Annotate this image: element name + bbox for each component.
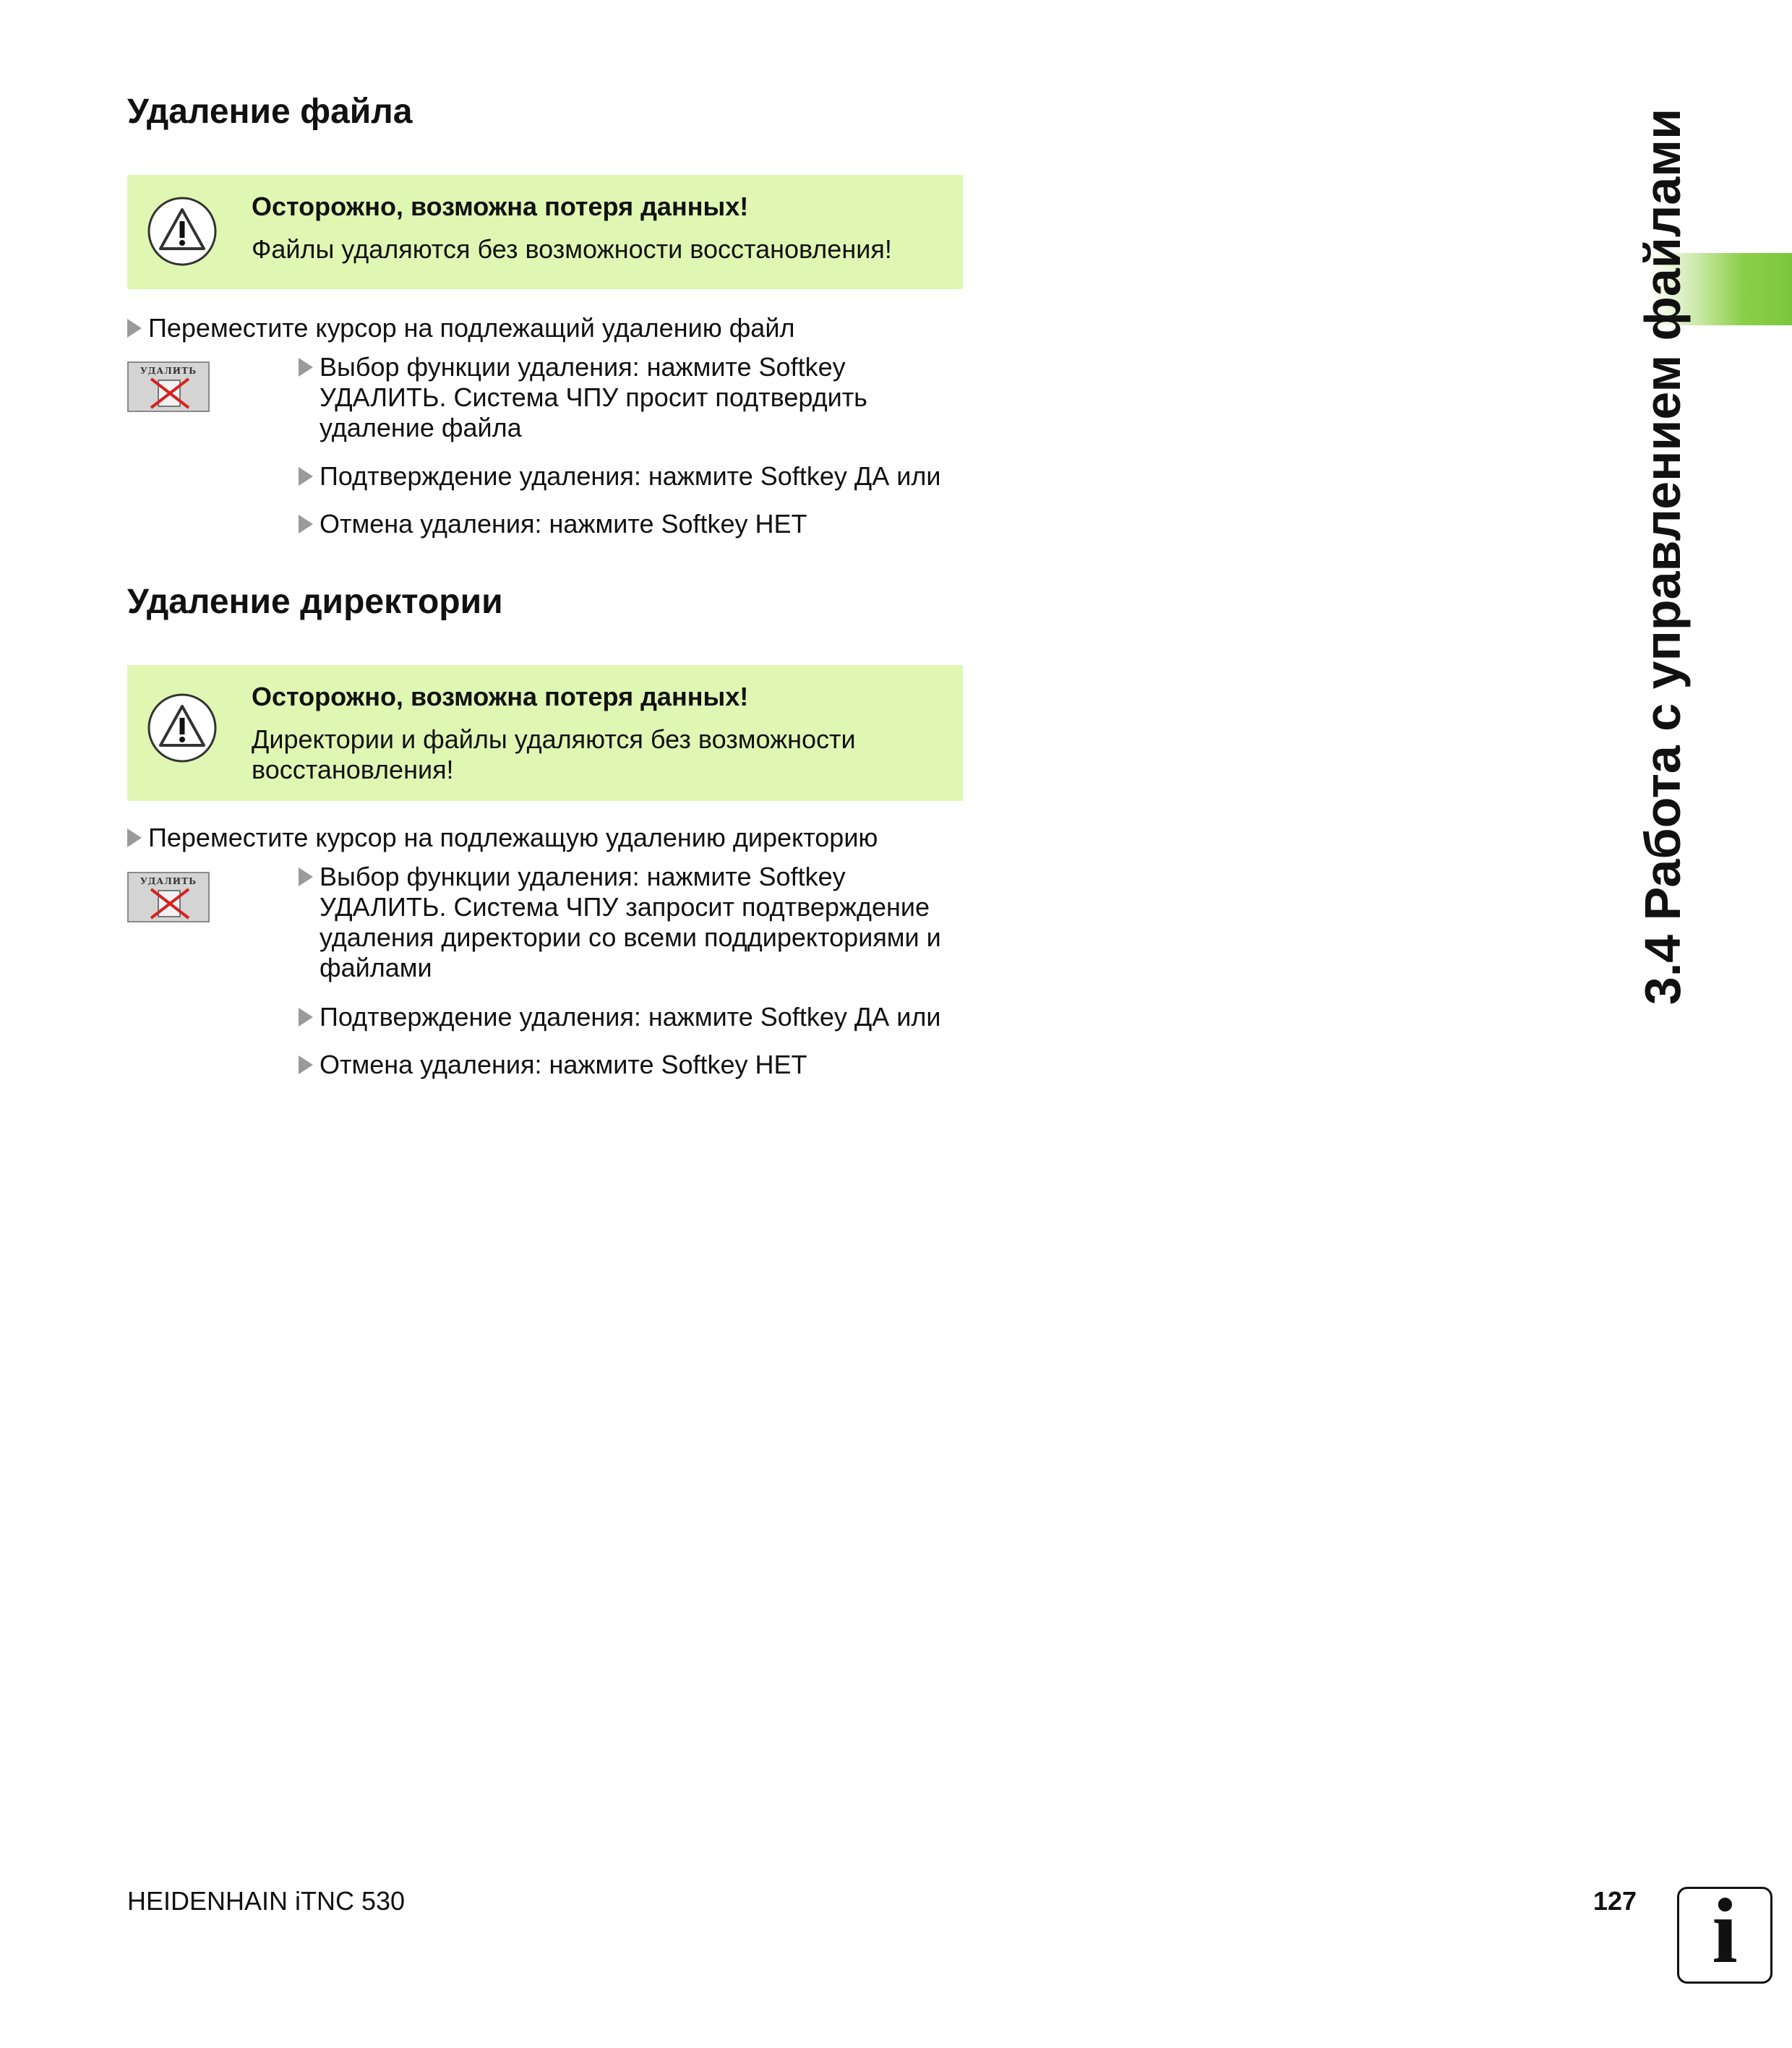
step-confirm-delete-directory: Подтверждение удаления: нажмите Softkey ДА или bbox=[299, 1002, 978, 1032]
bullet-triangle-icon bbox=[299, 1008, 313, 1027]
bullet-triangle-icon bbox=[299, 867, 313, 886]
bullet-triangle-icon bbox=[299, 467, 313, 486]
delete-softkey-icon bbox=[148, 886, 192, 920]
bullet-triangle-icon bbox=[127, 828, 142, 847]
delete-softkey[interactable] bbox=[127, 361, 210, 412]
step-cancel-delete-directory: Отмена удаления: нажмите Softkey НЕТ bbox=[299, 1050, 964, 1080]
footer-product-name: HEIDENHAIN iTNC 530 bbox=[127, 1886, 406, 1916]
bullet-triangle-icon bbox=[127, 319, 142, 338]
info-icon bbox=[1677, 1880, 1772, 1984]
step-select-delete-directory: Выбор функции удаления: нажмите Softkey УДАЛИТЬ. Система ЧПУ запросит подтверждение удаления директории со всеми поддиректориями и файлами bbox=[299, 862, 978, 983]
delete-softkey-icon bbox=[148, 376, 192, 409]
warning-text: Директории и файлы удаляются без возможности восстановления! bbox=[252, 724, 856, 784]
softkey-label: УДАЛИТЬ bbox=[140, 876, 197, 886]
warning-text: Файлы удаляются без возможности восстановления! bbox=[252, 234, 892, 264]
section-title-delete-directory: Удаление директории bbox=[127, 583, 503, 621]
warning-title: Осторожно, возможна потеря данных! bbox=[252, 682, 749, 711]
bullet-triangle-icon bbox=[299, 1055, 313, 1074]
delete-softkey[interactable] bbox=[127, 872, 210, 922]
chapter-side-title: 3.4 Работа с управлением файлами bbox=[1634, 108, 1691, 1006]
step-cancel-delete-file: Отмена удаления: нажмите Softkey НЕТ bbox=[299, 509, 964, 539]
step-move-cursor-directory: Переместите курсор на подлежащую удалению директорию bbox=[127, 823, 980, 853]
step-select-delete-file: Выбор функции удаления: нажмите Softkey УДАЛИТЬ. Система ЧПУ просит подтвердить удаление файла bbox=[299, 352, 964, 443]
page-number: 127 bbox=[1593, 1886, 1637, 1916]
warning-box-delete-file bbox=[127, 175, 963, 289]
step-confirm-delete-file: Подтверждение удаления: нажмите Softkey ДА или bbox=[299, 461, 978, 492]
info-glyph: i bbox=[1712, 1880, 1738, 1982]
bullet-triangle-icon bbox=[299, 515, 313, 534]
warning-icon bbox=[146, 195, 218, 267]
step-move-cursor-file: Переместите курсор на подлежащий удалению файл bbox=[127, 313, 966, 343]
softkey-label: УДАЛИТЬ bbox=[140, 366, 197, 376]
section-title-delete-file: Удаление файла bbox=[127, 93, 413, 131]
warning-title: Осторожно, возможна потеря данных! bbox=[252, 192, 749, 221]
warning-icon bbox=[146, 692, 218, 764]
bullet-triangle-icon bbox=[299, 358, 313, 377]
warning-box-delete-directory bbox=[127, 665, 963, 801]
